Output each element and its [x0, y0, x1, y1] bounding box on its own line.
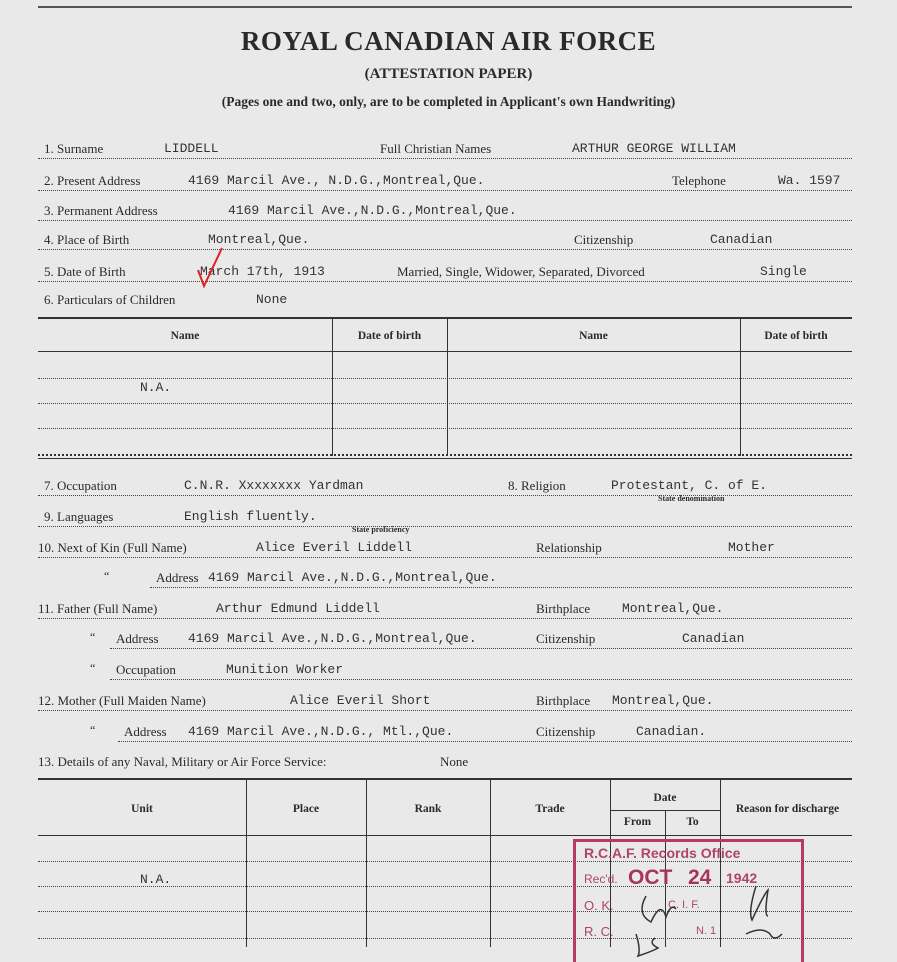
stamp-c: C. I. F. [668, 899, 700, 911]
present-address-row [38, 170, 852, 191]
permanent-address-value[interactable]: 4169 Marcil Ave.,N.D.G.,Montreal,Que. [228, 203, 517, 218]
christian-names-value[interactable]: ARTHUR GEORGE WILLIAM [572, 141, 736, 156]
father-occupation-value[interactable]: Munition Worker [226, 662, 344, 677]
place-of-birth-value[interactable]: Montreal,Que. [208, 232, 310, 247]
stamp-rc: R. C. [584, 924, 614, 939]
present-address-value[interactable]: 4169 Marcil Ave., N.D.G.,Montreal,Que. [188, 173, 485, 188]
col-name-1: Name [170, 330, 200, 342]
date-subheader-divider [610, 810, 720, 811]
col-reason: Reason for discharge [735, 803, 840, 815]
next-of-kin-value[interactable]: Alice Everil Liddell [256, 540, 413, 555]
records-office-stamp [573, 839, 804, 962]
father-address-label: Address [116, 631, 159, 646]
page-title: ROYAL CANADIAN AIR FORCE [240, 26, 657, 56]
ditto-mark: “ [90, 723, 96, 737]
marital-status-label: Married, Single, Widower, Separated, Divorced [397, 264, 645, 279]
religion-label: 8. Religion [508, 478, 566, 493]
children-label: 6. Particulars of Children [44, 292, 176, 307]
table-header-border [38, 351, 852, 352]
kin-address-label: Address [156, 570, 199, 585]
father-value[interactable]: Arthur Edmund Liddell [216, 601, 380, 616]
service-table-top [38, 778, 852, 780]
service-table-header-border [38, 835, 852, 836]
mother-address-label: Address [124, 724, 167, 739]
stamp-ok: O. K. [584, 898, 614, 913]
service-value[interactable]: None [440, 754, 469, 769]
ditto-mark: “ [90, 630, 96, 644]
telephone-value[interactable]: Wa. 1597 [778, 173, 841, 188]
mother-address-row [118, 721, 852, 742]
stamp-office: R.C.A.F. Records Office [584, 845, 741, 861]
col-from: From [623, 816, 652, 828]
mother-citizenship-value[interactable]: Canadian. [636, 724, 707, 739]
service-label: 13. Details of any Naval, Military or Air Force Service: [38, 754, 327, 769]
father-occupation-row [110, 659, 852, 680]
religion-value[interactable]: Protestant, C. of E. [611, 478, 768, 493]
father-citizenship-label: Citizenship [536, 631, 596, 646]
father-birthplace-label: Birthplace [536, 601, 591, 616]
top-border [38, 6, 852, 8]
relationship-label: Relationship [536, 540, 602, 555]
mother-citizenship-label: Citizenship [536, 724, 596, 739]
date-of-birth-value[interactable]: March 17th, 1913 [200, 264, 325, 279]
surname-row [38, 138, 852, 159]
relationship-value[interactable]: Mother [728, 540, 775, 555]
stamp-month: OCT [628, 866, 673, 889]
father-address-row [110, 628, 852, 649]
page-subtitle: (ATTESTATION PAPER) [364, 66, 533, 82]
mother-address-value[interactable]: 4169 Marcil Ave.,N.D.G., Mtl.,Que. [188, 724, 454, 739]
ditto-mark: “ [90, 661, 96, 675]
father-birthplace-value[interactable]: Montreal,Que. [622, 601, 724, 616]
telephone-label: Telephone [672, 173, 726, 188]
mother-birthplace-label: Birthplace [536, 693, 591, 708]
stamp-day: 24 [688, 866, 712, 889]
col-dob-1: Date of birth [357, 330, 422, 342]
mother-label: 12. Mother (Full Maiden Name) [38, 693, 206, 708]
religion-hint: State denomination [658, 494, 725, 503]
ditto-mark: “ [104, 569, 110, 583]
col-place: Place [292, 803, 320, 815]
citizenship-value[interactable]: Canadian [710, 232, 773, 247]
next-of-kin-label: 10. Next of Kin (Full Name) [38, 540, 187, 555]
father-citizenship-value[interactable]: Canadian [682, 631, 745, 646]
children-table-value[interactable]: N.A. [140, 380, 172, 395]
mother-value[interactable]: Alice Everil Short [290, 693, 431, 708]
date-of-birth-label: 5. Date of Birth [44, 264, 126, 279]
mother-birthplace-value[interactable]: Montreal,Que. [612, 693, 714, 708]
col-to: To [686, 816, 699, 828]
col-dob-2: Date of birth [764, 330, 828, 342]
instruction-note: (Pages one and two, only, are to be completed in Applicant's own Handwriting) [221, 94, 676, 109]
marital-status-value[interactable]: Single [760, 264, 807, 279]
table-top-border [38, 317, 852, 319]
father-label: 11. Father (Full Name) [38, 601, 158, 616]
present-address-label: 2. Present Address [44, 173, 141, 188]
children-value[interactable]: None [256, 292, 288, 307]
permanent-address-row [38, 200, 852, 221]
handwritten-initials-icon [616, 882, 796, 962]
table-row-divider [38, 378, 852, 379]
occupation-label: 7. Occupation [44, 478, 117, 493]
father-address-value[interactable]: 4169 Marcil Ave.,N.D.G.,Montreal,Que. [188, 631, 477, 646]
occupation-row [38, 475, 852, 496]
mother-row [38, 690, 852, 711]
father-occupation-label: Occupation [116, 662, 176, 677]
place-of-birth-row [38, 229, 852, 250]
christian-names-label: Full Christian Names [380, 141, 492, 156]
citizenship-label: Citizenship [574, 232, 634, 247]
languages-row [38, 506, 852, 527]
languages-value[interactable]: English fluently. [184, 509, 317, 524]
kin-address-value[interactable]: 4169 Marcil Ave.,N.D.G.,Montreal,Que. [208, 570, 497, 585]
col-rank: Rank [414, 803, 442, 815]
kin-address-row [150, 567, 852, 588]
languages-label: 9. Languages [44, 509, 114, 524]
col-unit: Unit [131, 803, 153, 815]
col-trade: Trade [535, 803, 565, 815]
surname-label: 1. Surname [44, 141, 104, 156]
permanent-address-label: 3. Permanent Address [44, 203, 158, 218]
father-row [38, 598, 852, 619]
stamp-received: Rec'd. [584, 872, 618, 886]
col-name-2: Name [579, 330, 608, 342]
languages-hint: State proficiency [352, 525, 410, 534]
date-of-birth-row [38, 261, 852, 282]
red-check-mark-icon [196, 246, 226, 290]
service-table-value[interactable]: N.A. [140, 872, 172, 887]
next-of-kin-row [38, 537, 852, 558]
col-date: Date [653, 792, 677, 804]
surname-value[interactable]: LIDDELL [164, 141, 219, 156]
stamp-year: 1942 [726, 870, 758, 886]
place-of-birth-label: 4. Place of Birth [44, 232, 130, 247]
occupation-value[interactable]: C.N.R. Xxxxxxxx Yardman [184, 478, 364, 493]
stamp-n: N. 1 [696, 925, 717, 937]
